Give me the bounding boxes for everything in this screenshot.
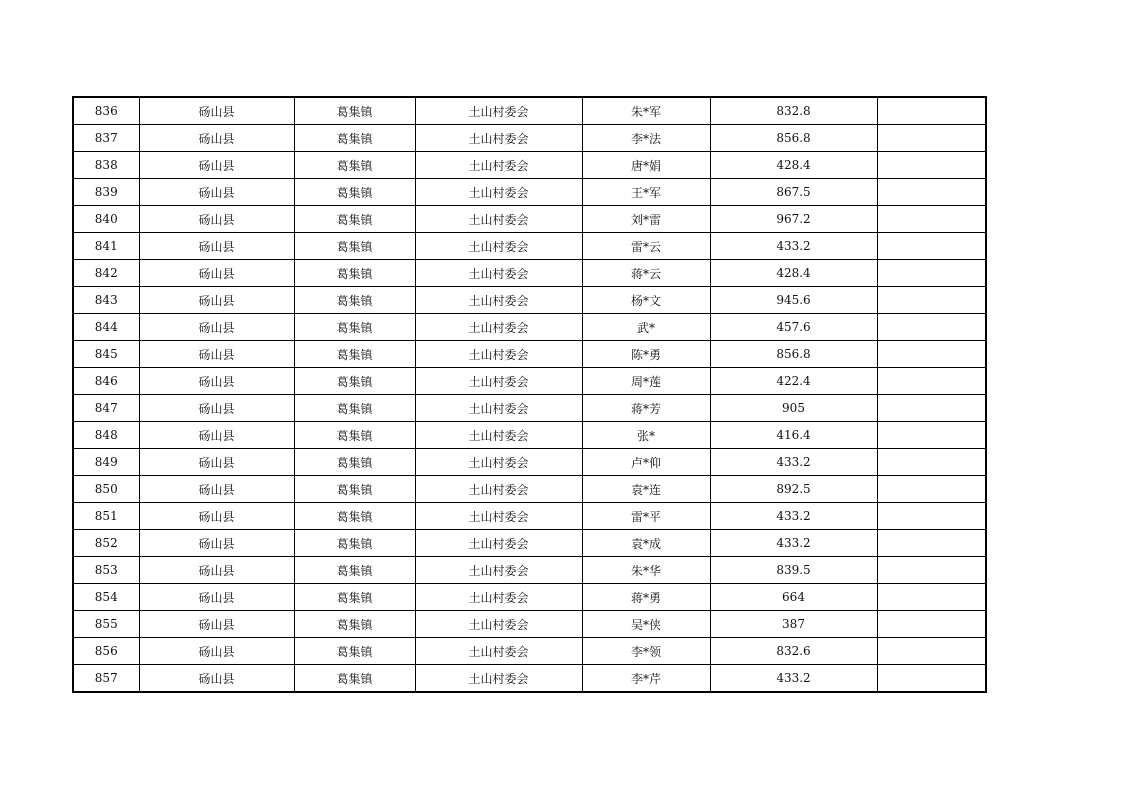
row-number-cell: 855 <box>73 611 139 638</box>
name-cell: 李*芹 <box>582 665 710 693</box>
amount-cell: 422.4 <box>710 368 877 395</box>
remark-cell <box>877 97 986 125</box>
row-number-cell: 838 <box>73 152 139 179</box>
village-cell: 土山村委会 <box>415 341 582 368</box>
amount-cell: 967.2 <box>710 206 877 233</box>
town-cell: 葛集镇 <box>294 638 415 665</box>
amount-cell: 839.5 <box>710 557 877 584</box>
remark-cell <box>877 503 986 530</box>
remark-cell <box>877 395 986 422</box>
amount-cell: 433.2 <box>710 530 877 557</box>
table-row <box>73 422 986 449</box>
table-row <box>73 557 986 584</box>
amount-cell: 433.2 <box>710 233 877 260</box>
table-row <box>73 341 986 368</box>
name-cell: 卢*仰 <box>582 449 710 476</box>
county-cell: 砀山县 <box>139 233 294 260</box>
village-cell: 土山村委会 <box>415 97 582 125</box>
remark-cell <box>877 368 986 395</box>
remark-cell <box>877 611 986 638</box>
village-cell: 土山村委会 <box>415 314 582 341</box>
amount-cell: 905 <box>710 395 877 422</box>
amount-cell: 664 <box>710 584 877 611</box>
amount-cell: 867.5 <box>710 179 877 206</box>
name-cell: 吴*侠 <box>582 611 710 638</box>
village-cell: 土山村委会 <box>415 530 582 557</box>
village-cell: 土山村委会 <box>415 449 582 476</box>
table-body <box>73 97 986 692</box>
county-cell: 砀山县 <box>139 97 294 125</box>
row-number-cell: 840 <box>73 206 139 233</box>
village-cell: 土山村委会 <box>415 206 582 233</box>
county-cell: 砀山县 <box>139 422 294 449</box>
town-cell: 葛集镇 <box>294 611 415 638</box>
county-cell: 砀山县 <box>139 449 294 476</box>
village-cell: 土山村委会 <box>415 422 582 449</box>
name-cell: 雷*云 <box>582 233 710 260</box>
table-row <box>73 233 986 260</box>
data-table <box>72 96 987 693</box>
town-cell: 葛集镇 <box>294 97 415 125</box>
table-row <box>73 503 986 530</box>
table-row <box>73 611 986 638</box>
county-cell: 砀山县 <box>139 152 294 179</box>
row-number-cell: 846 <box>73 368 139 395</box>
county-cell: 砀山县 <box>139 611 294 638</box>
remark-cell <box>877 206 986 233</box>
village-cell: 土山村委会 <box>415 638 582 665</box>
name-cell: 刘*雷 <box>582 206 710 233</box>
village-cell: 土山村委会 <box>415 233 582 260</box>
row-number-cell: 845 <box>73 341 139 368</box>
remark-cell <box>877 584 986 611</box>
town-cell: 葛集镇 <box>294 422 415 449</box>
name-cell: 袁*连 <box>582 476 710 503</box>
row-number-cell: 848 <box>73 422 139 449</box>
town-cell: 葛集镇 <box>294 287 415 314</box>
town-cell: 葛集镇 <box>294 368 415 395</box>
table-row <box>73 638 986 665</box>
amount-cell: 945.6 <box>710 287 877 314</box>
remark-cell <box>877 233 986 260</box>
table-row <box>73 368 986 395</box>
remark-cell <box>877 557 986 584</box>
row-number-cell: 847 <box>73 395 139 422</box>
county-cell: 砀山县 <box>139 341 294 368</box>
town-cell: 葛集镇 <box>294 152 415 179</box>
county-cell: 砀山县 <box>139 395 294 422</box>
table-row <box>73 260 986 287</box>
village-cell: 土山村委会 <box>415 611 582 638</box>
name-cell: 蒋*云 <box>582 260 710 287</box>
row-number-cell: 852 <box>73 530 139 557</box>
table-row <box>73 530 986 557</box>
name-cell: 蒋*芳 <box>582 395 710 422</box>
name-cell: 周*莲 <box>582 368 710 395</box>
row-number-cell: 837 <box>73 125 139 152</box>
name-cell: 李*领 <box>582 638 710 665</box>
remark-cell <box>877 260 986 287</box>
table-row <box>73 287 986 314</box>
amount-cell: 433.2 <box>710 449 877 476</box>
county-cell: 砀山县 <box>139 206 294 233</box>
table-row <box>73 476 986 503</box>
town-cell: 葛集镇 <box>294 341 415 368</box>
row-number-cell: 857 <box>73 665 139 693</box>
table-row <box>73 449 986 476</box>
amount-cell: 433.2 <box>710 665 877 693</box>
remark-cell <box>877 530 986 557</box>
village-cell: 土山村委会 <box>415 476 582 503</box>
amount-cell: 428.4 <box>710 152 877 179</box>
row-number-cell: 854 <box>73 584 139 611</box>
amount-cell: 892.5 <box>710 476 877 503</box>
county-cell: 砀山县 <box>139 476 294 503</box>
village-cell: 土山村委会 <box>415 665 582 693</box>
county-cell: 砀山县 <box>139 503 294 530</box>
row-number-cell: 836 <box>73 97 139 125</box>
town-cell: 葛集镇 <box>294 206 415 233</box>
row-number-cell: 853 <box>73 557 139 584</box>
remark-cell <box>877 422 986 449</box>
table-row <box>73 584 986 611</box>
village-cell: 土山村委会 <box>415 179 582 206</box>
village-cell: 土山村委会 <box>415 368 582 395</box>
table-row <box>73 152 986 179</box>
row-number-cell: 849 <box>73 449 139 476</box>
row-number-cell: 843 <box>73 287 139 314</box>
name-cell: 唐*娟 <box>582 152 710 179</box>
remark-cell <box>877 638 986 665</box>
town-cell: 葛集镇 <box>294 584 415 611</box>
table-row <box>73 206 986 233</box>
village-cell: 土山村委会 <box>415 395 582 422</box>
name-cell: 李*法 <box>582 125 710 152</box>
town-cell: 葛集镇 <box>294 557 415 584</box>
name-cell: 王*军 <box>582 179 710 206</box>
remark-cell <box>877 449 986 476</box>
name-cell: 蒋*勇 <box>582 584 710 611</box>
remark-cell <box>877 476 986 503</box>
town-cell: 葛集镇 <box>294 395 415 422</box>
amount-cell: 416.4 <box>710 422 877 449</box>
village-cell: 土山村委会 <box>415 152 582 179</box>
name-cell: 朱*军 <box>582 97 710 125</box>
town-cell: 葛集镇 <box>294 449 415 476</box>
village-cell: 土山村委会 <box>415 260 582 287</box>
county-cell: 砀山县 <box>139 530 294 557</box>
remark-cell <box>877 152 986 179</box>
amount-cell: 856.8 <box>710 125 877 152</box>
amount-cell: 832.6 <box>710 638 877 665</box>
remark-cell <box>877 341 986 368</box>
table-row <box>73 314 986 341</box>
town-cell: 葛集镇 <box>294 314 415 341</box>
remark-cell <box>877 125 986 152</box>
amount-cell: 457.6 <box>710 314 877 341</box>
county-cell: 砀山县 <box>139 314 294 341</box>
county-cell: 砀山县 <box>139 638 294 665</box>
town-cell: 葛集镇 <box>294 233 415 260</box>
town-cell: 葛集镇 <box>294 503 415 530</box>
town-cell: 葛集镇 <box>294 125 415 152</box>
table-row <box>73 665 986 693</box>
row-number-cell: 841 <box>73 233 139 260</box>
county-cell: 砀山县 <box>139 557 294 584</box>
table-row <box>73 97 986 125</box>
row-number-cell: 851 <box>73 503 139 530</box>
row-number-cell: 856 <box>73 638 139 665</box>
remark-cell <box>877 314 986 341</box>
remark-cell <box>877 287 986 314</box>
village-cell: 土山村委会 <box>415 503 582 530</box>
county-cell: 砀山县 <box>139 287 294 314</box>
county-cell: 砀山县 <box>139 179 294 206</box>
name-cell: 袁*成 <box>582 530 710 557</box>
village-cell: 土山村委会 <box>415 125 582 152</box>
town-cell: 葛集镇 <box>294 476 415 503</box>
name-cell: 朱*华 <box>582 557 710 584</box>
village-cell: 土山村委会 <box>415 287 582 314</box>
town-cell: 葛集镇 <box>294 665 415 693</box>
amount-cell: 428.4 <box>710 260 877 287</box>
county-cell: 砀山县 <box>139 584 294 611</box>
name-cell: 张* <box>582 422 710 449</box>
table-row <box>73 395 986 422</box>
county-cell: 砀山县 <box>139 260 294 287</box>
row-number-cell: 850 <box>73 476 139 503</box>
table-row <box>73 125 986 152</box>
county-cell: 砀山县 <box>139 368 294 395</box>
village-cell: 土山村委会 <box>415 584 582 611</box>
amount-cell: 387 <box>710 611 877 638</box>
row-number-cell: 842 <box>73 260 139 287</box>
name-cell: 雷*平 <box>582 503 710 530</box>
name-cell: 武* <box>582 314 710 341</box>
amount-cell: 832.8 <box>710 97 877 125</box>
county-cell: 砀山县 <box>139 665 294 693</box>
row-number-cell: 844 <box>73 314 139 341</box>
county-cell: 砀山县 <box>139 125 294 152</box>
amount-cell: 856.8 <box>710 341 877 368</box>
name-cell: 杨*文 <box>582 287 710 314</box>
town-cell: 葛集镇 <box>294 260 415 287</box>
row-number-cell: 839 <box>73 179 139 206</box>
amount-cell: 433.2 <box>710 503 877 530</box>
town-cell: 葛集镇 <box>294 179 415 206</box>
town-cell: 葛集镇 <box>294 530 415 557</box>
remark-cell <box>877 665 986 693</box>
name-cell: 陈*勇 <box>582 341 710 368</box>
remark-cell <box>877 179 986 206</box>
village-cell: 土山村委会 <box>415 557 582 584</box>
table-row <box>73 179 986 206</box>
